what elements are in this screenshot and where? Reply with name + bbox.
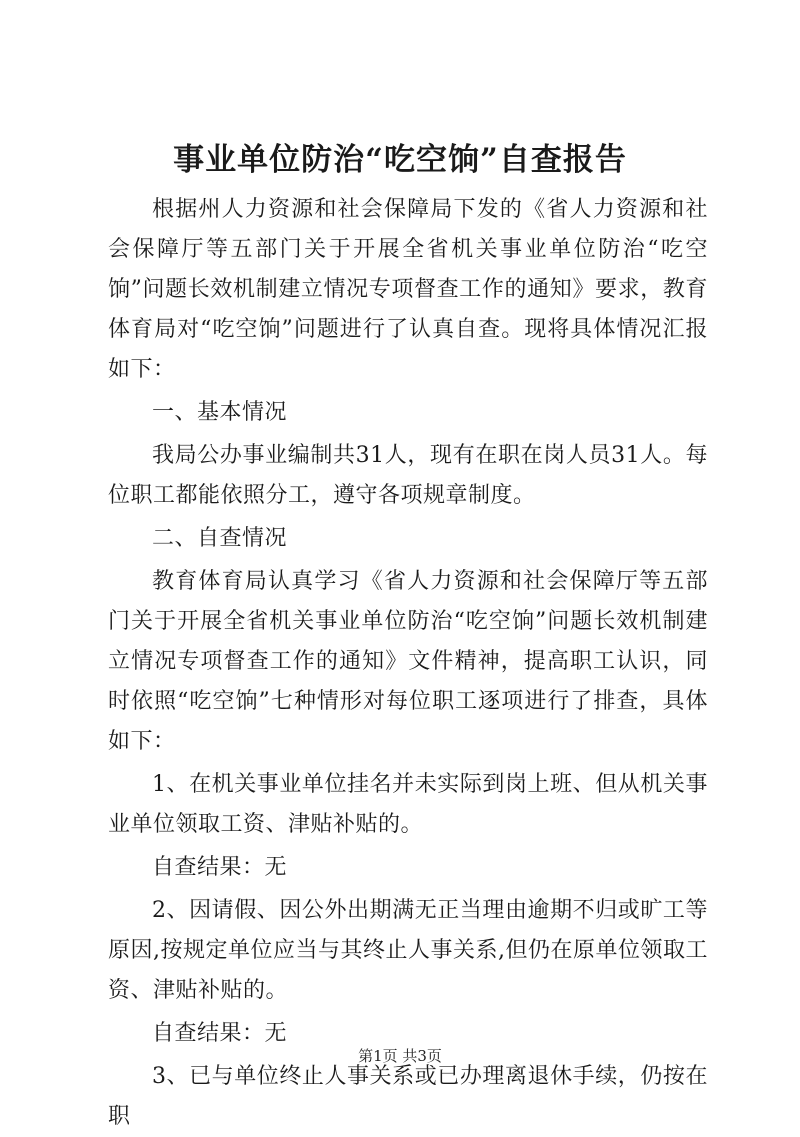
page-footer: 第1页 共3页 [358, 1047, 442, 1065]
item-2: 2、因请假、因公外出期满无正当理由逾期不归或旷工等原因,按规定单位应当与其终止人事关系,但仍在原单位领取工资、津贴补贴的。 [108, 898, 708, 1003]
paragraph-basic-info: 我局公办事业编制共31人，现有在职在岗人员31人。每位职工都能依照分工，遵守各项规章制度。 [108, 443, 708, 508]
paragraph-self-check: 教育体育局认真学习《省人力资源和社会保障厅等五部门关于开展全省机关事业单位防治“吃空饷”问题长效机制建立情况专项督查工作的通知》文件精神，提高职工认识，同时依照“吃空饷”七种情形对每位职工逐项进行了排查，具体如下： [108, 569, 708, 754]
section-heading-basic: 一、基本情况 [152, 400, 288, 425]
document-body [108, 190, 708, 1137]
section-heading-self-check: 二、自查情况 [152, 526, 288, 551]
result-2: 自查结果：无 [152, 1021, 288, 1046]
item-3: 3、已与单位终止人事关系或已办理离退休手续，仍按在职 [108, 1064, 708, 1129]
result-1: 自查结果：无 [152, 855, 288, 880]
document-title: 事业单位防治“吃空饷”自查报告 [173, 142, 627, 178]
item-1: 1、在机关事业单位挂名并未实际到岗上班、但从机关事业单位领取工资、津贴补贴的。 [108, 772, 708, 837]
paragraph-intro: 根据州人力资源和社会保障局下发的《省人力资源和社会保障厅等五部门关于开展全省机关事业单位防治“吃空饷”问题长效机制建立情况专项督查工作的通知》要求，教育体育局对“吃空饷”问题进行了认真自查。现将具体情况汇报如下： [108, 197, 708, 382]
